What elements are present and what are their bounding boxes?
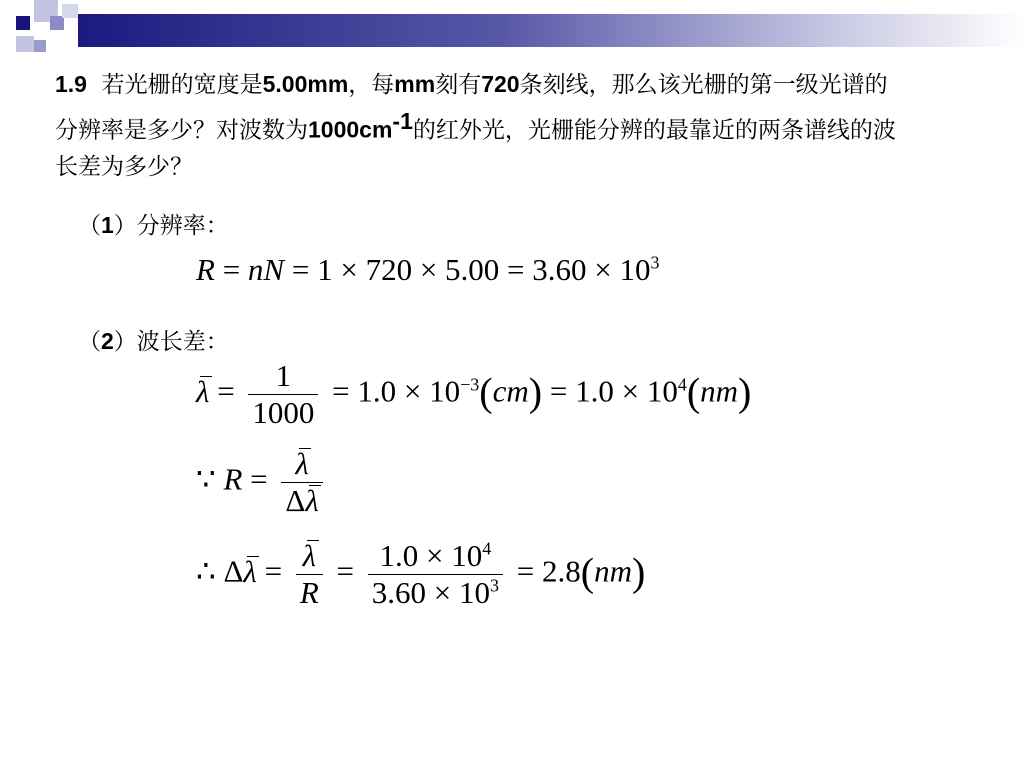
eq1-rhs: = 1 × 720 × 5.00 = 3.60 × 10: [284, 252, 651, 287]
eq3-delta: Δ: [285, 483, 306, 518]
q-val-2: mm: [394, 71, 436, 97]
part1-open: （: [78, 213, 101, 239]
header-gradient-bar: [78, 14, 1024, 47]
q-text-1: 若光栅的宽度是: [101, 72, 263, 98]
deco-square-light3: [62, 4, 78, 18]
eq4-f1-den: R: [299, 575, 319, 610]
q-text-2: ，每: [348, 72, 395, 98]
eq3-den-lambda: λ: [305, 483, 319, 518]
equation-resolution: [196, 252, 660, 288]
question-text: [55, 66, 905, 185]
because-symbol: ∵: [196, 461, 216, 497]
part1-close: ）: [113, 213, 137, 239]
deco-square-mid2: [34, 40, 46, 52]
eq4-eq1: =: [256, 553, 290, 589]
slide-header-decoration: [0, 0, 1024, 62]
eq2-den: 1000: [248, 394, 318, 431]
question-number: 1.9: [55, 71, 87, 97]
q-val-4: 1000cm: [308, 116, 393, 143]
deco-square-mid: [50, 16, 64, 30]
eq1-nN: nN: [247, 252, 285, 287]
eq2-num: 1: [275, 358, 292, 393]
part2-close: ）: [113, 329, 137, 355]
eq4-fraction1: [296, 538, 323, 611]
eq4-f2-den: 3.60 × 10: [371, 575, 490, 610]
eq2-exp2: 4: [677, 374, 687, 395]
part1-label: 分辨率：: [136, 213, 229, 239]
eq4-f2-den-exp: 3: [490, 575, 499, 596]
eq4-unit: nm: [594, 553, 632, 589]
eq4-f1-num: λ: [302, 538, 317, 573]
eq3-num: λ: [295, 446, 309, 481]
q-text-4: 条刻线，那么该光栅的第一级光谱的分辨率是多少？对波数为: [55, 72, 888, 144]
eq2-mid2: = 1.0 × 10: [542, 373, 678, 409]
eq1-R: R: [196, 252, 215, 287]
eq4-eq2: =: [328, 553, 362, 589]
eq4-f2-num-exp: 4: [482, 538, 492, 559]
eq4-delta: Δ: [223, 553, 244, 589]
eq2-fraction: [248, 358, 318, 431]
eq2-exp1: −3: [460, 374, 480, 395]
equation-because: [196, 446, 329, 519]
part2-open: （: [78, 329, 101, 355]
eq4-f2-num: 1.0 × 10: [379, 538, 483, 573]
equation-wavelength: λ = $\frac{1}{1000}$ = $1.0 \times 10^{-3}(cm) = 1.0 \times 10^4(nm)$: [196, 358, 752, 430]
eq2-unit1: cm: [492, 373, 529, 409]
part1-heading: [78, 207, 229, 240]
equation-therefore: ∴ Δλ = $\frac{\lambda}{R}$ = $\frac{1.0 \times 10^4}{3.60 \times 10^3}$ = 2.8(nm): [196, 538, 646, 610]
eq4-fraction2: [368, 538, 503, 611]
q-text-5: 的红外光，光栅能分辨的最靠近的两条谱线的波长差为多少？: [55, 117, 896, 180]
eq1-eq: =: [214, 252, 248, 287]
q-val-3: 720: [481, 71, 520, 97]
eq2-unit2: nm: [700, 373, 739, 409]
part2-label: 波长差：: [136, 329, 229, 355]
eq3-fraction: [281, 446, 322, 519]
q-val-1: 5.00mm: [262, 71, 349, 97]
deco-square-light2: [16, 36, 34, 52]
eq3-R: R: [223, 461, 243, 497]
eq4-lambda: λ: [243, 553, 257, 589]
eq4-result: = 2.8: [509, 553, 581, 589]
deco-square-dark: [16, 16, 30, 30]
eq2-eq: =: [209, 373, 243, 409]
eq2-mid: = 1.0 × 10: [324, 373, 461, 409]
therefore-symbol: ∴: [196, 553, 216, 589]
eq3-eq: =: [242, 461, 276, 497]
part1-num: 1: [101, 212, 114, 238]
part2-heading: [78, 323, 229, 356]
part2-num: 2: [101, 328, 114, 354]
q-sup: -1: [392, 108, 413, 134]
q-text-3: 刻有: [435, 72, 482, 98]
eq2-lambda: λ: [196, 373, 210, 409]
eq1-exp: 3: [650, 252, 660, 273]
